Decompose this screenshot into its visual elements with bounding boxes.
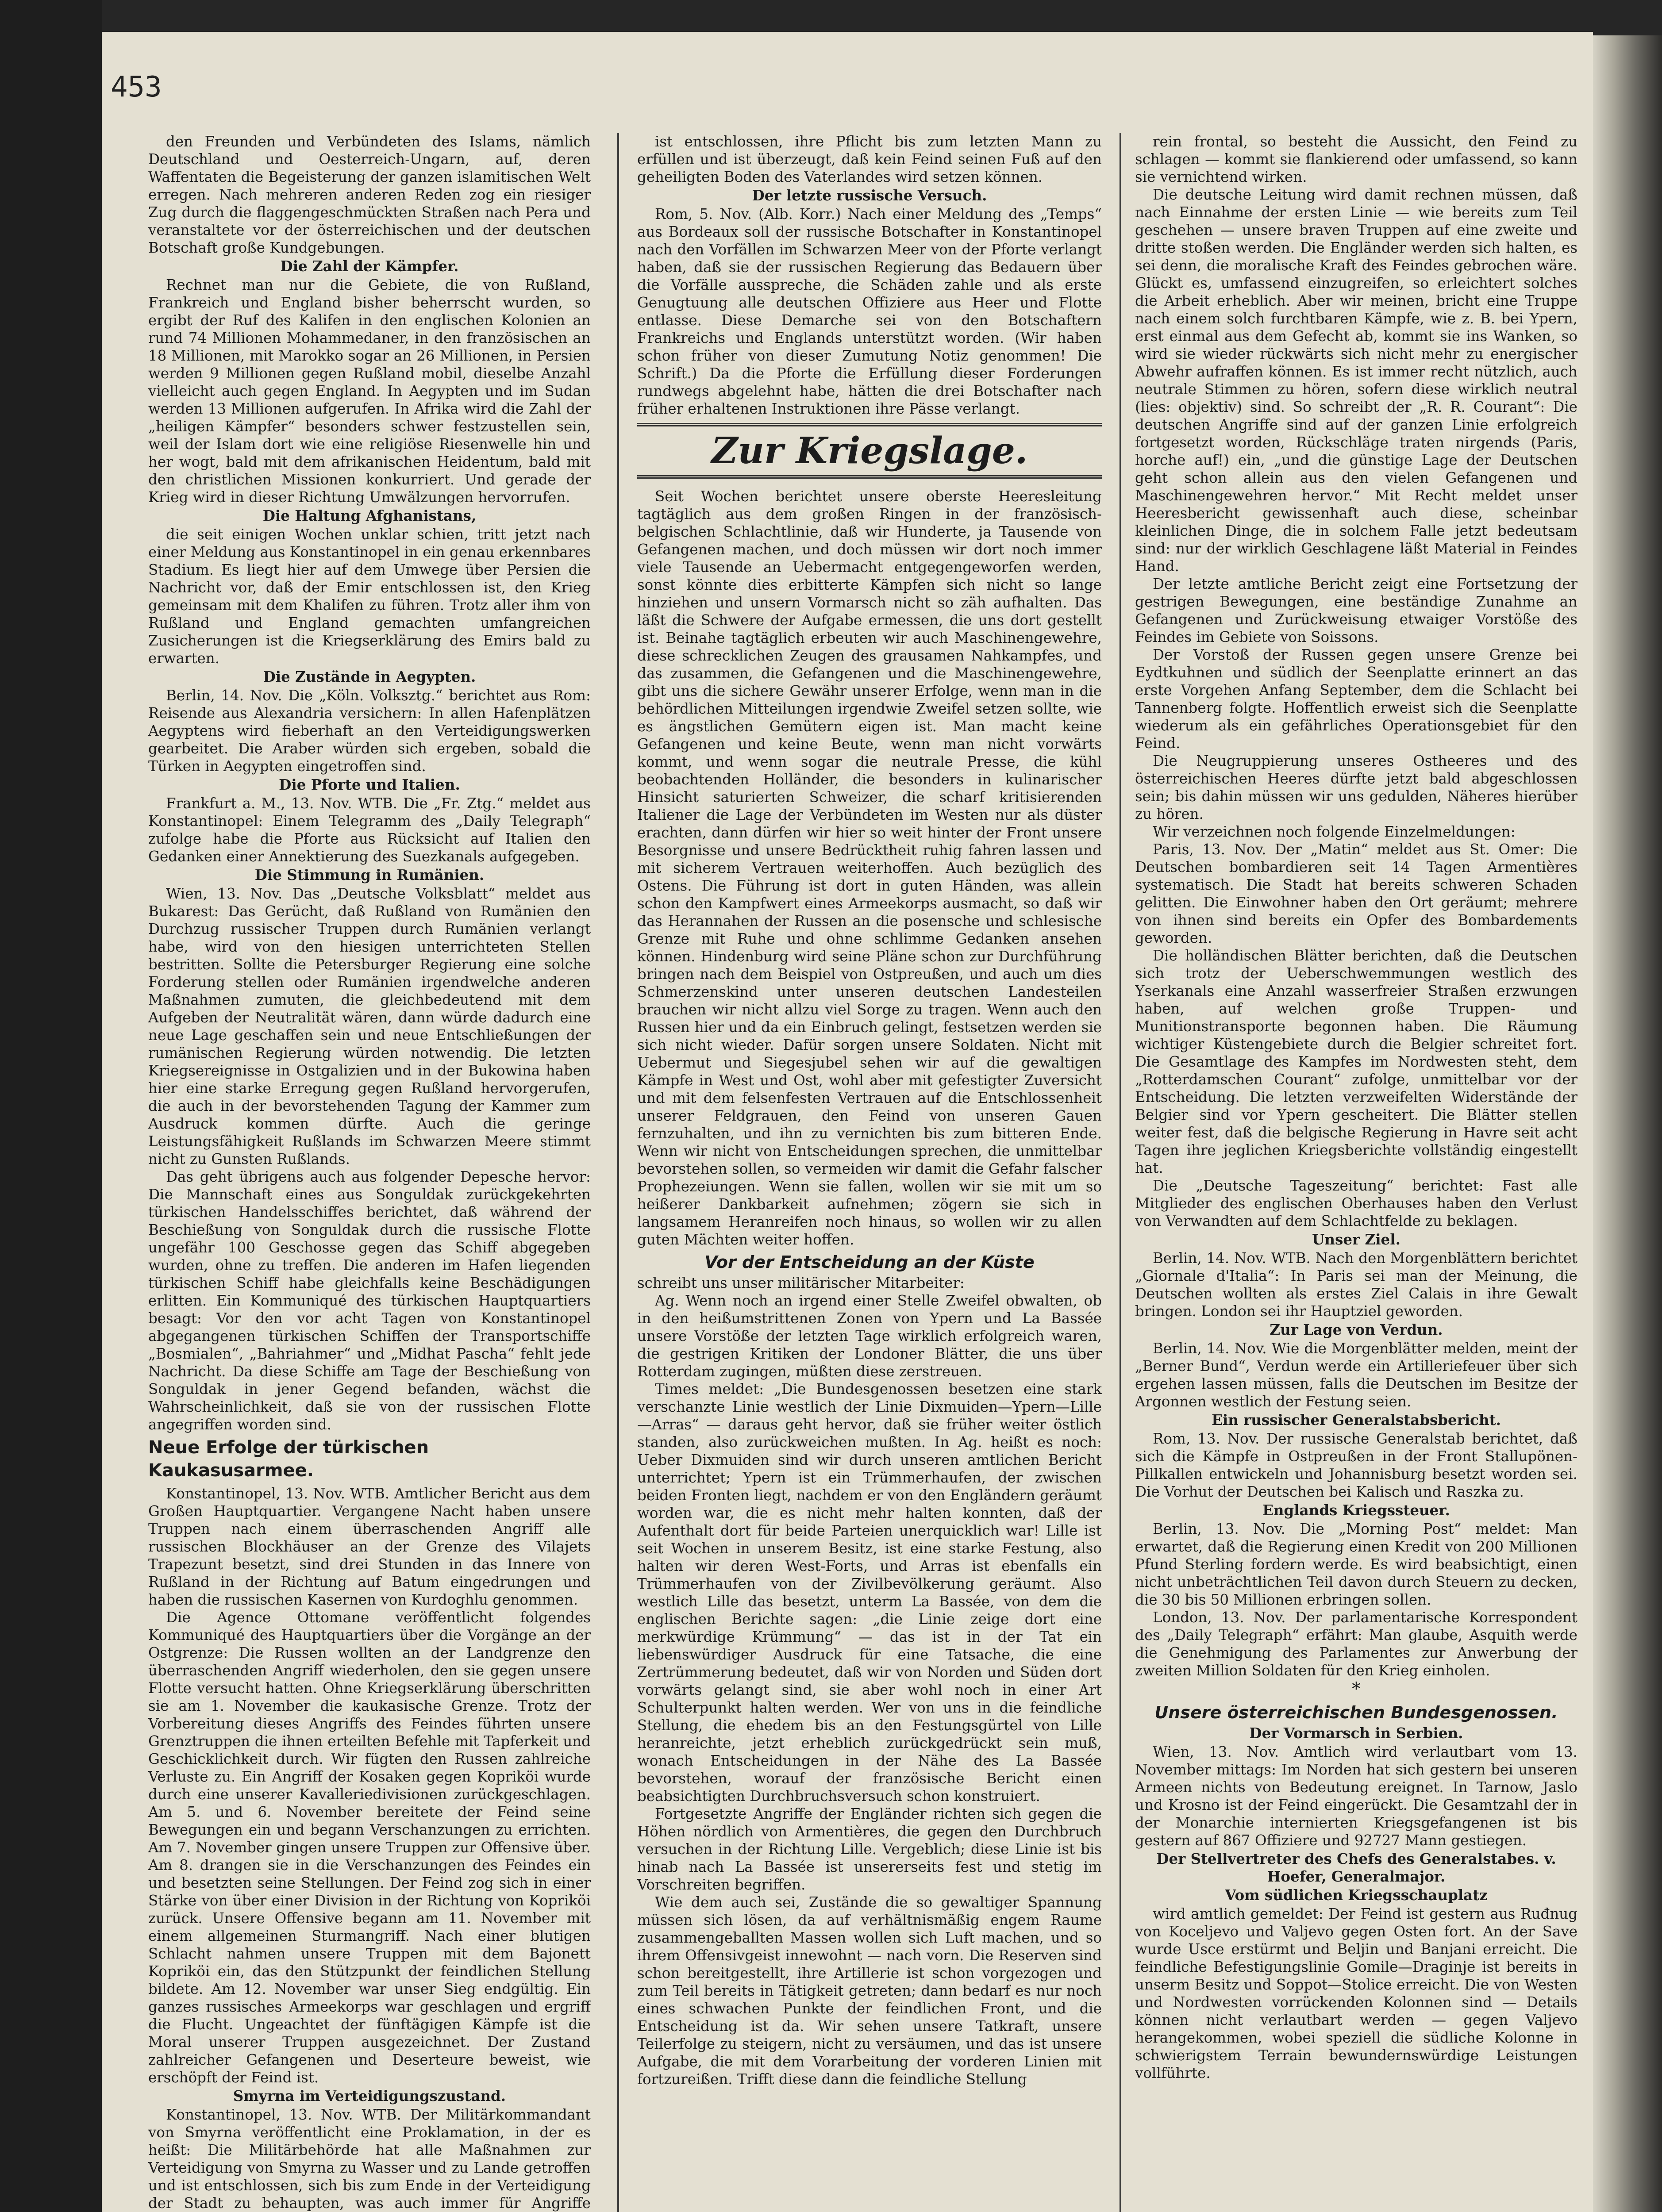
column-rule (617, 133, 619, 2212)
article-paragraph: den Freunden und Verbündeten des Islams, nämlich Deutschland und Oesterreich-Ungarn, auf, deren Waffentaten die Begeisterung der ganzen islamitischen Welt erregen. Nach mehreren anderen Reden zog ein riesiger Zug durch die flaggengeschmückten Straßen nach Pera und veranstaltete vor der österreichischen und der deutschen Botschaft große Kundgebungen. (148, 133, 591, 256)
article-paragraph: Wir verzeichnen noch folgende Einzelmeldungen: (1153, 823, 1516, 840)
article-paragraph: Rechnet man nur die Gebiete, die von Rußland, Frankreich und England bisher beherrscht wurden, so ergibt der Ruf des Kalifen in den englischen Kolonien an rund 74 Millionen Mohammedaner, in den französischen an 18 Millionen, mit Marokko sogar an 26 Millionen, in Persien werden 9 Millionen gegen Rußland mobil, dieselbe Anzahl vielleicht auch gegen England. In Aegypten und im Sudan werden 13 Millionen aufgerufen. In Afrika wird die Zahl der „heiligen Kämpfer“ besonders schwer festzustellen sein, weil der Islam dort wie eine religiöse Riesenwelle hin und her wogt, bald mit dem afrikanischen Heidentum, bald mit den christlichen Missionen konkurriert. Und gerade der Krieg wird in dieser Richtung Umwälzungen hervorrufen. (148, 276, 591, 506)
text-column-right (1135, 133, 1577, 2212)
article-paragraph: Berlin, 13. Nov. Die „Morning Post“ meldet: Man erwartet, daß die Regierung einen Kredit von 200 Millionen Pfund Sterling fordern werde. Es wird beabsichtigt, einen nicht unbeträchtlichen Teil davon durch Steuern zu decken, die 30 bis 50 Millionen erbringen sollen. (1135, 1521, 1577, 1608)
section-heading: Die Zahl der Kämpfer. (280, 257, 459, 275)
page-edge (1593, 35, 1662, 2212)
article-paragraph: Die deutsche Leitung wird damit rechnen müssen, daß nach Einnahme der ersten Linie — wie bereits zum Teil geschehen — unsere braven Truppen auf eine zweite und dritte stoßen werden. Die Engländer werden sich halten, es sei denn, die moralische Kraft des Feindes gebrochen wäre. Glückt es, umfassend einzugreifen, so erleichtert solches die Arbeit erheblich. Aber wir meinen, bricht eine Truppe nach einem solch furchtbaren Kämpfe, wie z. B. bei Ypern, erst einmal aus dem Gefecht ab, kommt sie ins Wanken, so wird sie wieder rückwärts sich nicht mehr zu energischer Abwehr aufraffen können. Es ist immer recht nützlich, auch neutrale Stimmen zu hören, sofern diese wirklich neutral (lies: objektiv) sind. So schreibt der „R. R. Courant“: Die deutschen Angriffe sind auf der ganzen Linie erfolgreich fortgesetzt worden, Rückschläge traten nirgends (Paris, horche auf!) ein, „und die günstige Lage der Deutschen geht schon allein aus den vielen Gefangenen und Maschinengewehren hervor.“ Mit Recht meldet unser Heeresbericht gewissenhaft auch diese, scheinbar kleinlichen Dinge, die in solchem Falle jetzt bedeutsam sind: nur der wirklich Geschlagene läßt Material in Feindes Hand. (1135, 186, 1577, 575)
article-paragraph: Wie dem auch sei, Zustände die so gewaltiger Spannung müssen sich lösen, da auf verhältnismäßig engem Raume zusammengeballten Massen wollen sich Luft machen, und so ihrem Offensivgeist innewohnt — nach vorn. Die Reserven sind schon bereitgestellt, ihre Artillerie ist schon vorgezogen und zum Teil bereits in Tätigkeit getreten; dann bedarf es nur noch eines schwachen Punkte der feindlichen Front, und die Entscheidung ist da. Wir sehen unsere Tatkraft, unsere Teilerfolge zu steigern, nicht zu versäumen, und das ist unsere Aufgabe, die mit dem Vorarbeitung der vorderen Linien mit fortzureißen. Trifft diese dann die feindliche Stellung (637, 1894, 1102, 2088)
section-heading: Die Haltung Afghanistans, (262, 507, 477, 524)
article-paragraph: Times meldet: „Die Bundesgenossen besetzen eine stark verschanzte Linie westlich der Linie Dixmuiden—Ypern—Lille—Arras“ — daraus geht hervor, daß sie früher weiter östlich standen, also zurückweichen mußten. In Ag. heißt es noch: Ueber Dixmuiden sind wir durch unseren amtlichen Bericht unterrichtet; Ypern ist ein Trümmerhaufen, der zwischen beiden Fronten liegt, nachdem er von den Engländern geräumt worden war, die es nicht mehr halten konnten, daß der Aufenthalt dort für beide Parteien unerquicklich war! Lille ist seit Wochen in unserem Besitz, ist eine starke Festung, also halten wir deren West-Forts, und Arras ist ebenfalls ein Trümmerhaufen von der Zivilbevölkerung geräumt. Also westlich Lille das besetzt, unterm La Bassée, von dem die englischen Berichte sagen: „die Linie zeige dort eine merkwürdige Krümmung“ — das ist in der Tat ein liebenswürdiger Ausdruck für eine Tatsache, die eine Zertrümmerung bedeutet, daß wir von Norden und Süden dort vorwärts gelangt sind, sie aber wohl noch in einer Art Schulterpunkt halten werden. Wer von uns in die feindliche Stellung, die ehedem bis an den Festungsgürtel von Lille heranreichte, jetzt erheblich zurückgedrückt sein muß, wonach Entscheidungen in der Nähe des La Bassée bevorstehen, worauf der französische Bericht einen beabsichtigten Durchbruchsversuch schon konstruiert. (637, 1381, 1102, 1805)
byline: schreibt uns unser militärischer Mitarbeiter: (637, 1275, 965, 1291)
article-paragraph: Seit Wochen berichtet unsere oberste Heeresleitung tagtäglich aus dem großen Ringen in der französisch-belgischen Schlachtlinie, daß wir Hunderte, ja Tausende von Gefangenen machen, und doch müssen wir dort noch immer viele Tausende an Uebermacht entgegengeworfen werden, sonst könnte dies erbitterte Kämpfen sich nicht so lange hinziehen und unsern Vormarsch nicht so zäh aufhalten. Das läßt die Schwere der Aufgabe ermessen, die uns dort gestellt ist. Beinahe tagtäglich erbeuten wir auch Maschinengewehre, diese schrecklichen Zeugen des grausamen Nahkampfes, und das zusammen, die Gefangenen und die Maschinengewehre, gibt uns die sichere Gewähr unserer Erfolge, wenn man in die behördlichen Mitteilungen irgendwie Zweifel setzen sollte, wie es ängstlichen Gemütern eigen ist. Man macht keine Gefangenen und keine Beute, wenn man nicht vorwärts kommt, und wenn sogar die neutrale Presse, die kühl beobachtenden Holländer, die besonders in kulinarischer Hinsicht saturierten Schweizer, die scharf kritisierenden Italiener die Lage der Verbündeten im Westen nur als düster erachten, dann dürfen wir hier so weit hinter der Front unsere Besorgnisse und unsere Bedrücktheit ruhig fahren lassen und mit sicherem Vertrauen weiterhoffen. Auch bezüglich des Ostens. Die Führung ist dort in guten Händen, was allein schon den Kampfwert eines Armeekorps ausmacht, so daß wir das Herannahen der Russen an die posensche und schlesische Grenze mit Ruhe und ohne schlimme Gedanken ansehen können. Hindenburg wird seine Pläne schon zur Durchführung bringen nach dem Beispiel von Ostpreußen, und auch um dies Schmerzenskind unter unseren deutschen Landesteilen brauchen wir nicht allzu viel Sorge zu tragen. Wenn auch den Russen hier und da ein Einbruch gelingt, festsetzen werden sie sich nicht wieder. Dafür sorgen unsere Soldaten. Nicht mit Uebermut und Siegesjubel sehen wir auf die gewaltigen Kämpfe in West und Ost, wohl aber mit gefestigter Zuversicht und mit dem felsenfesten Vertrauen auf die Entschlossenheit unserer Feldgrauen, den Feind von unseren Gauen fernzuhalten, und ihn zu vernichten bis zum bitteren Ende. Wenn wir nicht von Entscheidungen sprechen, die unmittelbar bevorstehen sollen, so vermeiden wir damit die Gefahr falscher Prophezeiungen. Wenn sie fallen, wollen wir sie mit um so heißerer Dankbarkeit aufnehmen; zögern sie sich in langsamem Heranreifen noch hinaus, so wollen wir zu allen guten Mächten weiter hoffen. (637, 488, 1102, 1248)
article-paragraph: Berlin, 14. Nov. Die „Köln. Volksztg.“ berichtet aus Rom: Reisende aus Alexandria versichern: In allen Hafenplätzen Aegyptens wird fieberhaft an den Verteidigungswerken gearbeitet. Die Araber würden sich ergeben, sobald die Türken in Aegypten eingetroffen sind. (148, 687, 591, 775)
article-paragraph: Der Vorstoß der Russen gegen unsere Grenze bei Eydtkuhnen und südlich der Seenplatte erinnert an das erste Vorgehen Anfang September, dem die Schlacht bei Tannenberg folgte. Hoffentlich erweist sich die Seenplatte wiederum als ein gefährliches Operationsgebiet für den Feind. (1135, 646, 1577, 752)
column-rule (1120, 133, 1121, 2212)
separator-asterisk: * (1352, 1679, 1361, 1699)
section-heading: Zur Lage von Verdun. (1270, 1321, 1443, 1338)
article-paragraph: die seit einigen Wochen unklar schien, tritt jetzt nach einer Meldung aus Konstantinopel in ein genau erkennbares Stadium. Es liegt hier auf dem Umwege über Persien die Nachricht vor, daß der Emir entschlossen ist, den Krieg gemeinsam mit dem Khalifen zu führen. Trotz aller ihm von Rußland und England gemachten umfangreichen Zusicherungen ist die Kriegserklärung des Emirs bald zu erwarten. (148, 526, 591, 667)
article-paragraph: Berlin, 14. Nov. WTB. Nach den Morgenblättern berichtet „Giornale d'Italia“: In Paris sei man der Meinung, die Deutschen wollten als erstes Ziel Calais in ihre Gewalt bringen. London sei ihr Hauptziel geworden. (1135, 1250, 1577, 1320)
section-heading: Ein russischer Generalstabsbericht. (1212, 1411, 1501, 1429)
text-column-left (148, 133, 591, 2212)
article-paragraph: Fortgesetzte Angriffe der Engländer richten sich gegen die Höhen nördlich von Armentières, die gegen den Durchbruch versuchen in der Richtung Lille. Vergeblich; diese Linie ist bis hinab nach La Bassée ist unsererseits fest und stetig im Vorschreiten begriffen. (637, 1805, 1102, 1893)
article-paragraph: Rom, 13. Nov. Der russische Generalstab berichtet, daß sich die Kämpfe in Ostpreußen in der Front Stallupönen-Pillkallen entwickeln und Johannisburg besetzt worden sei. Die Vorhut der Deutschen bei Kalisch und Raszka zu. (1135, 1430, 1577, 1500)
section-heading: Unser Ziel. (1312, 1231, 1400, 1248)
text-column-middle (637, 133, 1102, 2212)
section-heading: Die Stimmung in Rumänien. (254, 866, 485, 883)
article-paragraph: Wien, 13. Nov. Amtlich wird verlautbart vom 13. November mittags: Im Norden hat sich gestern bei unseren Armeen nichts von Bedeutung ereignet. In Tarnow, Jaslo und Krosno ist der Feind eingerückt. Die Gesamtzahl der in der Monarchie internierten Kriegsgefangenen ist bis gestern auf 867 Offiziere und 92727 Mann gestiegen. (1135, 1743, 1577, 1849)
section-heading: Der Vormarsch in Serbien. (1249, 1724, 1463, 1742)
article-paragraph: London, 13. Nov. Der parlamentarische Korrespondent des „Daily Telegraph“ erfährt: Man glaube, Asquith werde die Genehmigung des Parlamentes zur Anwerbung der zweiten Million Soldaten für den Krieg einholen. (1135, 1609, 1577, 1679)
article-headline: Unsere österreichischen Bundesgenossen. (1154, 1703, 1558, 1722)
article-paragraph: Konstantinopel, 13. Nov. WTB. Amtlicher Bericht aus dem Großen Hauptquartier. Vergangene Nacht haben unsere Truppen nach einem überraschenden Angriff alle russischen Blockhäuser an der Grenze des Vilajets Trapezunt besetzt, sind drei Stunden in das Innere von Rußland in der Richtung auf Batum eingedrungen und haben die russischen Kasernen von Kurdoghlu genommen. (148, 1485, 591, 1608)
page-number: 453 (111, 71, 162, 104)
section-heading: Der letzte russische Versuch. (752, 187, 987, 204)
section-heading: Die Pforte und Italien. (279, 776, 460, 793)
article-paragraph: ist entschlossen, ihre Pflicht bis zum letzten Mann zu erfüllen und ist überzeugt, daß kein Feind seinen Fuß auf den geheiligten Boden des Vaterlandes wird setzen können. (637, 133, 1102, 185)
article-paragraph: wird amtlich gemeldet: Der Feind ist gestern aus Ruđnug von Koceljevo und Valjevo gegen Osten fort. An der Save wurde Usce erstürmt und Beljin und Banjani erreicht. Die feindliche Befestigungslinie Gomile—Draginje ist bereits in unserm Besitz und Soppot—Stolice erreicht. Die von Westen und Nordwesten vorrückenden Kolonnen sind — Details können nicht verlautbart werden — gegen Valjevo herangekommen, wobei speziell die südliche Kolonne in schwierigstem Terrain bewundernswürdige Leistungen vollführte. (1135, 1905, 1577, 2081)
article-paragraph: Die Neugruppierung unseres Ostheeres und des österreichischen Heeres dürfte jetzt bald abgeschlossen sein; bis dahin müssen wir uns gedulden, Näheres hierüber zu hören. (1135, 753, 1577, 822)
article-paragraph: Paris, 13. Nov. Der „Matin“ meldet aus St. Omer: Die Deutschen bombardieren seit 14 Tagen Armentières systematisch. Die Stadt hat bereits schweren Schaden gelitten. Die Einwohner haben den Ort geräumt; mehrere von ihnen sind bereits ein Opfer des Bombardements geworden. (1135, 841, 1577, 946)
section-heading: Die Zustände in Aegypten. (263, 668, 476, 685)
article-paragraph: Die „Deutsche Tageszeitung“ berichtet: Fast alle Mitglieder des englischen Oberhauses haben den Verlust von Verwandten auf dem Schlachtfelde zu beklagen. (1135, 1177, 1577, 1229)
section-heading: Englands Kriegssteuer. (1262, 1502, 1450, 1519)
section-heading: Smyrna im Verteidigungszustand. (233, 2087, 506, 2104)
article-paragraph: Das geht übrigens auch aus folgender Depesche hervor: Die Mannschaft eines aus Songuldak zurückgekehrten türkischen Handelsschiffes berichtet, daß während der Beschießung von Songuldak durch die russische Flotte ungefähr 100 Geschosse gegen das Schiff abgegeben wurden, ohne zu treffen. Die anderen im Hafen liegenden türkischen Schiff habe gleichfalls keine Beschädigungen erlitten. Ein Kommuniqué des türkischen Hauptquartiers besagt: Vor den vor acht Tagen von Konstantinopel abgegangenen türkischen Schiffen der Transportschiffe „Bosmialen“, „Bahriahmer“ und „Midhat Pascha“ fehlt jede Nachricht. Da diese Schiffe am Tage der Beschießung von Songuldak in jener Gegend befanden, wächst die Wahrscheinlichkeit, daß sie von der russischen Flotte angegriffen worden sind. (148, 1168, 591, 1433)
main-headline: Zur Kriegslage. (637, 423, 1102, 479)
article-paragraph: Der letzte amtliche Bericht zeigt eine Fortsetzung der gestrigen Bewegungen, eine beständige Zunahme an Gefangenen und Zurückweisung etwaiger Vorstöße des Feindes im Gebiete von Soissons. (1135, 576, 1577, 645)
article-paragraph: Wien, 13. Nov. Das „Deutsche Volksblatt“ meldet aus Bukarest: Das Gerücht, daß Rußland von Rumänien den Durchzug russischer Truppen durch Rumänien verlangt habe, wird von den hiesigen unterrichteten Stellen bestritten. Sollte die Petersburger Regierung eine solche Forderung stellen oder Rumänien irgendwelche anderen Maßnahmen zumuten, die gleichbedeutend mit dem Aufgeben der Neutralität wären, dann würde dadurch eine neue Lage geschaffen sein und neue Entschließungen der rumänischen Regierung würden notwendig. Die letzten Kriegsereignisse in Ostgalizien und in der Bukowina haben hier eine starke Erregung gegen Rußland hervorgerufen, die auch in der bevorstehenden Tagung der Kammer zum Ausdruck kommen dürfte. Auch die geringe Leistungsfähigkeit Rußlands im Schwarzen Meere stimmt nicht zu Gunsten Rußlands. (148, 885, 591, 1167)
section-heading: Vom südlichen Kriegsschauplatz (1225, 1886, 1488, 1904)
article-paragraph: Berlin, 14. Nov. Wie die Morgenblätter melden, meint der „Berner Bund“, Verdun werde ein Artilleriefeuer über sich ergehen lassen müssen, falls die Deutschen im Besitze der Argonnen westlich der Festung seien. (1135, 1340, 1577, 1410)
article-paragraph: Rom, 5. Nov. (Alb. Korr.) Nach einer Meldung des „Temps“ aus Bordeaux soll der russische Botschafter in Konstantinopel nach den Vorfällen im Schwarzen Meer von der Pforte verlangt haben, daß sie der russischen Regierung das Bedauern über die Vorfälle ausspreche, die Schäden zahle und als erste Genugtuung alle deutschen Offiziere aus Heer und Flotte entlasse. Diese Demarche sei von den Botschaftern Frankreichs und Englands unterstützt worden. (Wir haben schon früher von dieser Zumutung Notiz genommen! Die Schrift.) Da die Pforte die Erfüllung dieser Forderungen rundwegs abgelehnt habe, hätten die drei Botschafter nach früher erhaltenen Instruktionen ihre Pässe verlangt. (637, 206, 1102, 417)
article-headline: Vor der Entscheidung an der Küste (704, 1252, 1035, 1272)
article-paragraph: Frankfurt a. M., 13. Nov. WTB. Die „Fr. Ztg.“ meldet aus Konstantinopel: Einem Telegramm des „Daily Telegraph“ zufolge habe die Pforte aus Rücksicht auf Italien den Gedanken einer Annektierung des Suezkanals aufgegeben. (148, 795, 591, 865)
article-paragraph: Die Agence Ottomane veröffentlicht folgendes Kommuniqué des Hauptquartiers über die Vorgänge an der Ostgrenze: Die Russen wollten an der Landgrenze den überraschenden Angriff wiederholen, den sie gegen unsere Flotte versucht hatten. Ohne Kriegserklärung überschritten sie am 1. November die kaukasische Grenze. Trotz der Vorbereitung dieses Angriffs des Feindes führten unsere Grenztruppen die ihnen erteilten Befehle mit Tapferkeit und Geschicklichkeit durch. Wir fügten den Russen zahlreiche Verluste zu. Ein Angriff der Kosaken gegen Kopriköi wurde durch eine unserer Kavalleriedivisionen zurückgeschlagen. Am 5. und 6. November bereitete der Feind seine Bewegungen ein und begann Verschanzungen zu errichten. Am 7. November gingen unsere Truppen zur Offensive über. Am 8. drangen sie in die Verschanzungen des Feindes ein und besetzten seine Stellungen. Der Feind zog sich in einer Stärke von über einer Division in der Richtung von Kopriköi zurück. Unsere Offensive begann am 11. November mit einem allgemeinen Sturmangriff. Nach einer blutigen Schlacht nahmen unsere Truppen mit dem Bajonett Kopriköi ein, das den Stützpunkt der feindlichen Stellung bildete. Am 12. November war unser Sieg endgültig. Ein ganzes russisches Armeekorps war geschlagen und ergriff die Flucht. Ungeachtet der fünftägigen Kämpfe ist die Moral unserer Truppen ausgezeichnet. Der Zustand zahlreicher Gefangenen und Deserteure beweist, wie erschöpft der Feind ist. (148, 1609, 591, 2086)
article-paragraph: Die holländischen Blätter berichten, daß die Deutschen sich trotz der Ueberschwemmungen westlich des Yserkanals eine Anzahl wasserfreier Straßen erzwungen haben, auf welchen große Truppen- und Munitionstransporte begonnen haben. Die Räumung wichtiger Küstengebiete durch die Belgier schreitet fort. Die Gesamtlage des Kampfes im Nordwesten steht, dem „Rotterdamschen Courant“ zufolge, unmittelbar vor der Entscheidung. Die letzten verzweifelten Widerstände der Belgier sind vor Ypern gescheitert. Die Blätter stellen weiter fest, daß die belgische Regierung in Havre seit acht Tagen ihre jeglichen Kriegsberichte vollständig eingestellt hat. (1135, 947, 1577, 1176)
article-paragraph: rein frontal, so besteht die Aussicht, den Feind zu schlagen — kommt sie flankierend oder umfassend, so kann sie vernichtend wirken. (1135, 133, 1577, 185)
article-paragraph: Konstantinopel, 13. Nov. WTB. Der Militärkommandant von Smyrna veröffentlicht eine Proklamation, in der es heißt: Die Militärbehörde hat alle Maßnahmen zur Verteidigung von Smyrna zu Wasser und zu Lande getroffen und ist entschlossen, sich bis zum Ende in der Verteidigung der Stadt zu behaupten, was auch immer für Angriffe (148, 2106, 591, 2212)
article-headline: Neue Erfolge der türkischen Kaukasusarmee. (148, 1437, 429, 1481)
book-spine (0, 0, 102, 2212)
article-paragraph: Ag. Wenn noch an irgend einer Stelle Zweifel obwalten, ob in den heißumstrittenen Zonen von Ypern und La Bassée unsere Vorstöße der letzten Tage wirklich erfolgreich waren, die gestrigen Kritiken der Londoner Blätter, die uns über Rotterdam zugingen, müßten diese zerstreuen. (637, 1292, 1102, 1380)
section-heading: Der Stellvertreter des Chefs des Generalstabes. v. Hoefer, Generalmajor. (1156, 1850, 1556, 1885)
